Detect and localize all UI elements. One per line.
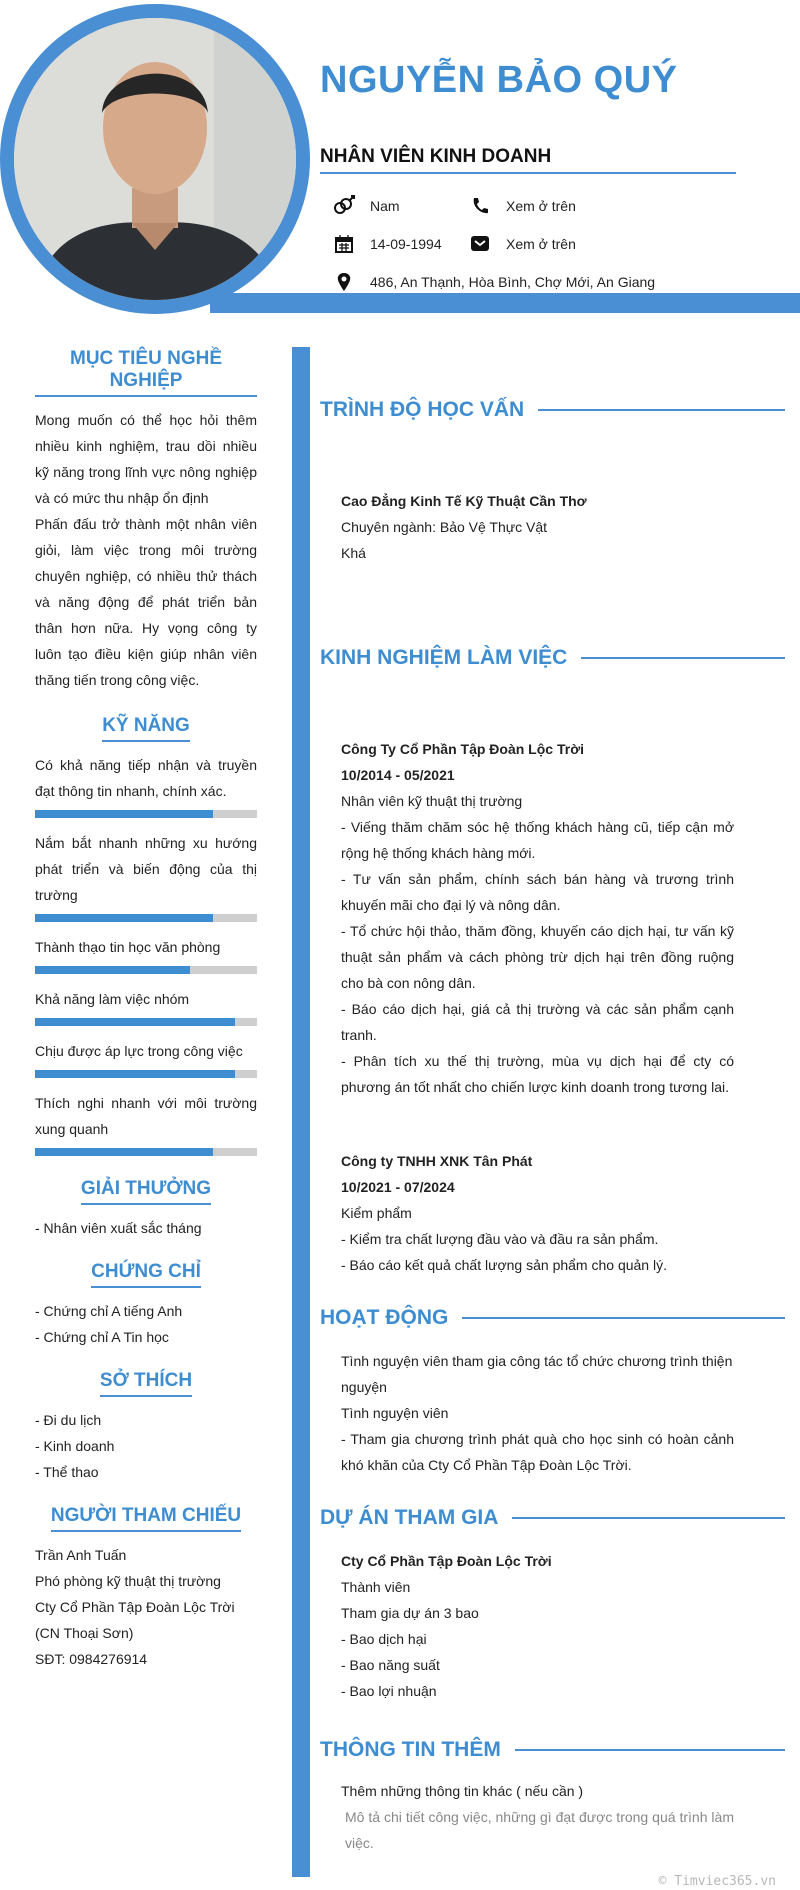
skill-item [35, 830, 257, 922]
skill-bar [35, 810, 257, 818]
activities-heading: HOẠT ĐỘNG [320, 1306, 785, 1330]
job-duty: - Kiểm tra chất lượng đầu vào và đầu ra sản phẩm. [341, 1231, 659, 1247]
column-divider [292, 347, 310, 1877]
education-heading: TRÌNH ĐỘ HỌC VẤN [320, 398, 785, 422]
avatar-ring [0, 4, 310, 314]
candidate-name: NGUYỄN BẢO QUÝ [320, 59, 678, 101]
references-heading: NGƯỜI THAM CHIẾU [35, 1505, 257, 1532]
certificate-item: - Chứng chỉ A Tin học [35, 1329, 169, 1345]
watermark-footer: © Timviec365.vn [658, 1874, 776, 1889]
skill-item [35, 1038, 257, 1078]
header-accent-bar [210, 293, 800, 313]
skills-list [35, 752, 257, 1156]
hobbies-heading: SỞ THÍCH [35, 1370, 257, 1397]
skill-name: Thành thạo tin học văn phòng [35, 939, 221, 955]
skill-name: Chịu được áp lực trong công việc [35, 1043, 243, 1059]
gender-row [332, 194, 400, 218]
skill-item [35, 934, 257, 974]
skill-name: Khả năng làm việc nhóm [35, 991, 190, 1007]
skill-bar-fill [35, 1018, 235, 1026]
skill-item [35, 1090, 257, 1156]
projects-body [341, 1548, 734, 1704]
grade: Khá [341, 545, 366, 561]
experience-job-1 [341, 736, 734, 1100]
email-value: Xem ở trên [506, 236, 576, 252]
school-name: Cao Đẳng Kinh Tế Kỹ Thuật Cần Thơ [341, 493, 587, 509]
job-role: Nhân viên kỹ thuật thị trường [341, 793, 523, 809]
objective-text-1: Mong muốn có thể học hỏi thêm nhiều kinh nghiệm, trau dồi nhiều kỹ năng trong lĩnh vực nông nghiệp và có mức thu nhập ổn định [35, 412, 257, 506]
left-column [35, 348, 257, 1672]
email-row [468, 232, 576, 256]
projects-heading: DỰ ÁN THAM GIA [320, 1506, 785, 1530]
objective-heading: MỤC TIÊU NGHỀ NGHIỆP [35, 348, 257, 397]
job-period: 10/2021 - 07/2024 [341, 1179, 455, 1195]
activities-body [341, 1348, 734, 1478]
more-info-line-2: Mô tả chi tiết công việc, những gì đạt được trong quá trình làm việc. [345, 1809, 734, 1851]
skill-name: Thích nghi nhanh với môi trường xung quanh [35, 1095, 257, 1137]
skill-bar-fill [35, 810, 213, 818]
project-desc: Tham gia dự án 3 bao [341, 1605, 479, 1621]
project-item: - Bao lợi nhuận [341, 1683, 437, 1699]
cv-header [0, 0, 800, 320]
more-info-line-1: Thêm những thông tin khác ( nếu cần ) [341, 1783, 584, 1799]
skill-bar-fill [35, 966, 190, 974]
job-company: Công Ty Cổ Phần Tập Đoàn Lộc Trời [341, 741, 585, 757]
major: Chuyên ngành: Bảo Vệ Thực Vật [341, 519, 548, 535]
project-item: - Bao dịch hại [341, 1631, 427, 1647]
skill-bar [35, 1018, 257, 1026]
skill-bar [35, 966, 257, 974]
job-role: Kiểm phẩm [341, 1205, 412, 1221]
project-item: - Bao năng suất [341, 1657, 440, 1673]
objective-text-2: Phấn đấu trở thành một nhân viên giỏi, làm việc trong môi trường chuyên nghiệp, có nhiều thử thách và năng động để phát triển bản thân hơn nữa. Hy vọng công ty luôn tạo điều kiện giúp nhân viên thăng tiến trong công việc. [35, 516, 257, 688]
avatar [14, 18, 296, 300]
skill-item [35, 986, 257, 1026]
skill-bar-fill [35, 1070, 235, 1078]
job-duty: - Phân tích xu thế thị trường, mùa vụ dịch hại để cty có phương án tốt nhất cho chiến lược kinh doanh trong tương lai. [341, 1053, 734, 1095]
skill-name: Có khả năng tiếp nhận và truyền đạt thông tin nhanh, chính xác. [35, 757, 257, 799]
certificate-item: - Chứng chỉ A tiếng Anh [35, 1303, 183, 1319]
hobby-item: - Đi du lịch [35, 1412, 102, 1428]
job-duty: - Viếng thăm chăm sóc hệ thống khách hàng cũ, tiếp cận mở rộng hệ thống khách hàng mới. [341, 819, 734, 861]
gender-value: Nam [370, 198, 400, 214]
reference-phone: SĐT: 0984276914 [35, 1651, 148, 1667]
more-info-body [341, 1778, 734, 1856]
email-icon [468, 232, 492, 256]
address-value: 486, An Thạnh, Hòa Bình, Chợ Mới, An Giang [370, 274, 656, 290]
activity-role: Tình nguyện viên [341, 1405, 449, 1421]
skills-heading: KỸ NĂNG [35, 715, 257, 742]
awards-heading: GIẢI THƯỞNG [35, 1178, 257, 1205]
award-item: - Nhân viên xuất sắc tháng [35, 1220, 202, 1236]
reference-name: Trần Anh Tuấn [35, 1547, 127, 1563]
skill-name: Nắm bắt nhanh những xu hướng phát triển và biến động của thị trường [35, 835, 257, 903]
birthday-value: 14-09-1994 [370, 236, 442, 252]
more-info-heading: THÔNG TIN THÊM [320, 1738, 785, 1762]
education-body [341, 488, 734, 566]
skill-bar [35, 914, 257, 922]
hobby-item: - Thể thao [35, 1464, 99, 1480]
job-duty: - Báo cáo dịch hại, giá cả thị trường và các sản phẩm cạnh tranh. [341, 1001, 734, 1043]
gender-icon [332, 194, 356, 218]
skill-bar-fill [35, 1148, 213, 1156]
job-duty: - Tổ chức hội thảo, thăm đồng, khuyến cáo dịch hại, tư vấn kỹ thuật sản phẩm và cách phòng trừ dịch hại trên đồng ruộng cho bà con nông dân. [341, 923, 734, 991]
address-row [332, 270, 655, 294]
activity-desc: - Tham gia chương trình phát quà cho học sinh có hoàn cảnh khó khăn của Cty Cổ Phần Tập Đoàn Lộc Trời. [341, 1431, 734, 1473]
location-pin-icon [332, 270, 356, 294]
skill-item [35, 752, 257, 818]
skill-bar [35, 1148, 257, 1156]
birthday-row [332, 232, 442, 256]
phone-icon [468, 194, 492, 218]
job-company: Công ty TNHH XNK Tân Phát [341, 1153, 533, 1169]
experience-heading: KINH NGHIỆM LÀM VIỆC [320, 646, 785, 670]
project-company: Cty Cổ Phần Tập Đoàn Lộc Trời [341, 1553, 552, 1569]
calendar-icon [332, 232, 356, 256]
certificates-heading: CHỨNG CHỈ [35, 1261, 257, 1288]
job-duty: - Tư vấn sản phẩm, chính sách bán hàng và trương trình khuyến mãi cho đại lý và nông dân. [341, 871, 734, 913]
phone-value: Xem ở trên [506, 198, 576, 214]
job-period: 10/2014 - 05/2021 [341, 767, 455, 783]
reference-position: Phó phòng kỹ thuật thị trường [35, 1573, 221, 1589]
skill-bar [35, 1070, 257, 1078]
activity-title: Tình nguyện viên tham gia công tác tổ chức chương trình thiện nguyện [341, 1353, 733, 1395]
skill-bar-fill [35, 914, 213, 922]
reference-company: Cty Cổ Phần Tập Đoàn Lộc Trời (CN Thoại Sơn) [35, 1599, 235, 1641]
candidate-title: NHÂN VIÊN KINH DOANH [320, 146, 736, 174]
phone-row [468, 194, 576, 218]
project-role: Thành viên [341, 1579, 411, 1595]
hobby-item: - Kinh doanh [35, 1438, 115, 1454]
job-duty: - Báo cáo kết quả chất lượng sản phẩm cho quản lý. [341, 1257, 667, 1273]
experience-job-2 [341, 1148, 734, 1278]
